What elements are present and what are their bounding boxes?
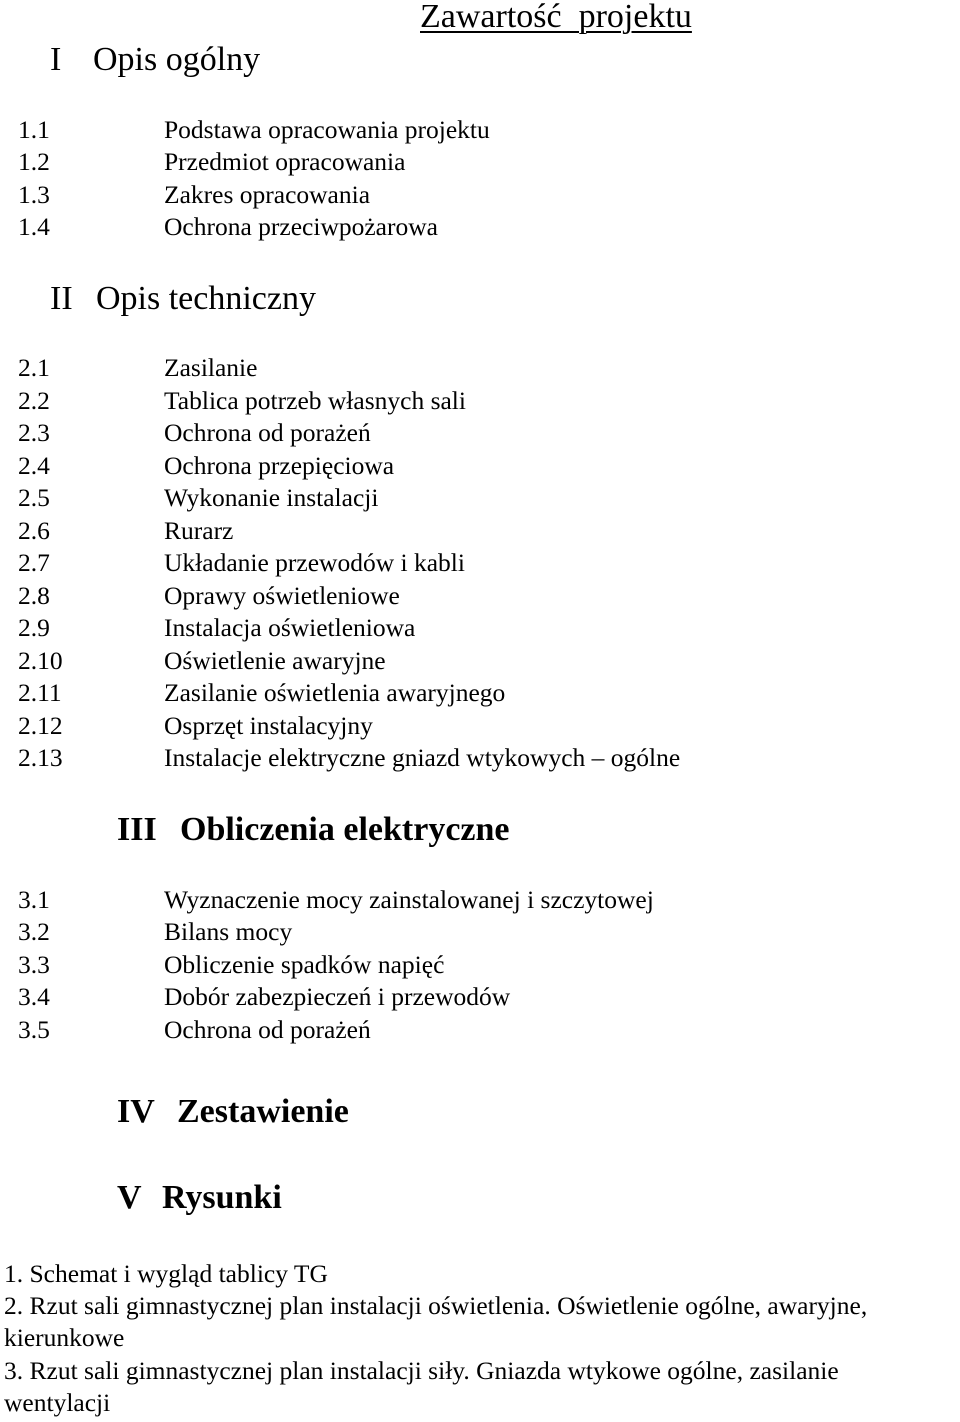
item-label: Osprzęt instalacyjny [164, 711, 373, 740]
item-number: 2.11 [18, 678, 62, 707]
section-title: Opis ogólny [93, 41, 261, 78]
drawing-item: 2. Rzut sali gimnastycznej plan instalacji oświetlenia. Oświetlenie ogólne, awaryjne, [4, 1291, 868, 1320]
section-number: V [117, 1179, 142, 1216]
item-label: Zasilanie [164, 353, 258, 382]
item-number: 2.10 [18, 646, 63, 675]
item-number: 2.5 [18, 483, 50, 512]
item-label: Instalacja oświetleniowa [164, 613, 416, 642]
item-label: Obliczenie spadków napięć [164, 950, 445, 979]
item-number: 2.9 [18, 613, 50, 642]
item-label: Ochrona przeciwpożarowa [164, 212, 438, 241]
item-number: 2.1 [18, 353, 50, 382]
item-number: 2.4 [18, 451, 50, 480]
item-label: Zasilanie oświetlenia awaryjnego [164, 678, 506, 707]
item-label: Tablica potrzeb własnych sali [164, 386, 466, 415]
item-label: Rurarz [164, 516, 234, 545]
section-heading-4 [117, 1090, 349, 1134]
item-number: 3.5 [18, 1015, 50, 1044]
item-number: 2.13 [18, 743, 63, 772]
item-number: 1.2 [18, 147, 50, 176]
item-number: 2.12 [18, 711, 63, 740]
item-number: 3.4 [18, 982, 50, 1011]
item-label: Ochrona przepięciowa [164, 451, 395, 480]
item-number: 1.3 [18, 180, 50, 209]
item-label: Podstawa opracowania projektu [164, 115, 490, 144]
section-heading-3 [117, 808, 510, 852]
drawing-item: 1. Schemat i wygląd tablicy TG [4, 1259, 328, 1288]
section-title: Opis techniczny [96, 280, 316, 317]
document-title: Zawartość projektu [420, 0, 692, 35]
drawing-item-continuation: wentylacji [4, 1388, 111, 1417]
item-label: Wykonanie instalacji [164, 483, 379, 512]
section-number: II [50, 280, 73, 317]
item-label: Instalacje elektryczne gniazd wtykowych – ogólne [164, 743, 681, 772]
item-label: Układanie przewodów i kabli [164, 548, 465, 577]
item-label: Ochrona od porażeń [164, 418, 371, 447]
item-label: Wyznaczenie mocy zainstalowanej i szczytowej [164, 885, 654, 914]
section-heading-5 [117, 1176, 282, 1220]
item-number: 2.2 [18, 386, 50, 415]
item-label: Bilans mocy [164, 917, 293, 946]
item-number: 2.6 [18, 516, 50, 545]
item-number: 3.2 [18, 917, 50, 946]
item-number: 2.3 [18, 418, 50, 447]
item-number: 1.1 [18, 115, 50, 144]
section-title: Zestawienie [177, 1093, 349, 1130]
item-label: Zakres opracowania [164, 180, 371, 209]
item-label: Ochrona od porażeń [164, 1015, 371, 1044]
item-number: 1.4 [18, 212, 50, 241]
section-title: Obliczenia elektryczne [180, 811, 510, 848]
section-number: III [117, 811, 157, 848]
section-heading-2 [50, 277, 316, 321]
section-number: I [50, 41, 62, 78]
item-label: Oświetlenie awaryjne [164, 646, 386, 675]
item-number: 2.8 [18, 581, 50, 610]
section-title: Rysunki [162, 1179, 282, 1216]
item-label: Dobór zabezpieczeń i przewodów [164, 982, 511, 1011]
section-number: IV [117, 1093, 155, 1130]
item-number: 3.1 [18, 885, 50, 914]
item-label: Oprawy oświetleniowe [164, 581, 400, 610]
item-number: 3.3 [18, 950, 50, 979]
drawing-item-continuation: kierunkowe [4, 1323, 125, 1352]
section-heading-1 [50, 38, 260, 82]
drawing-item: 3. Rzut sali gimnastycznej plan instalacji siły. Gniazda wtykowe ogólne, zasilanie [4, 1356, 839, 1385]
item-number: 2.7 [18, 548, 50, 577]
item-label: Przedmiot opracowania [164, 147, 406, 176]
